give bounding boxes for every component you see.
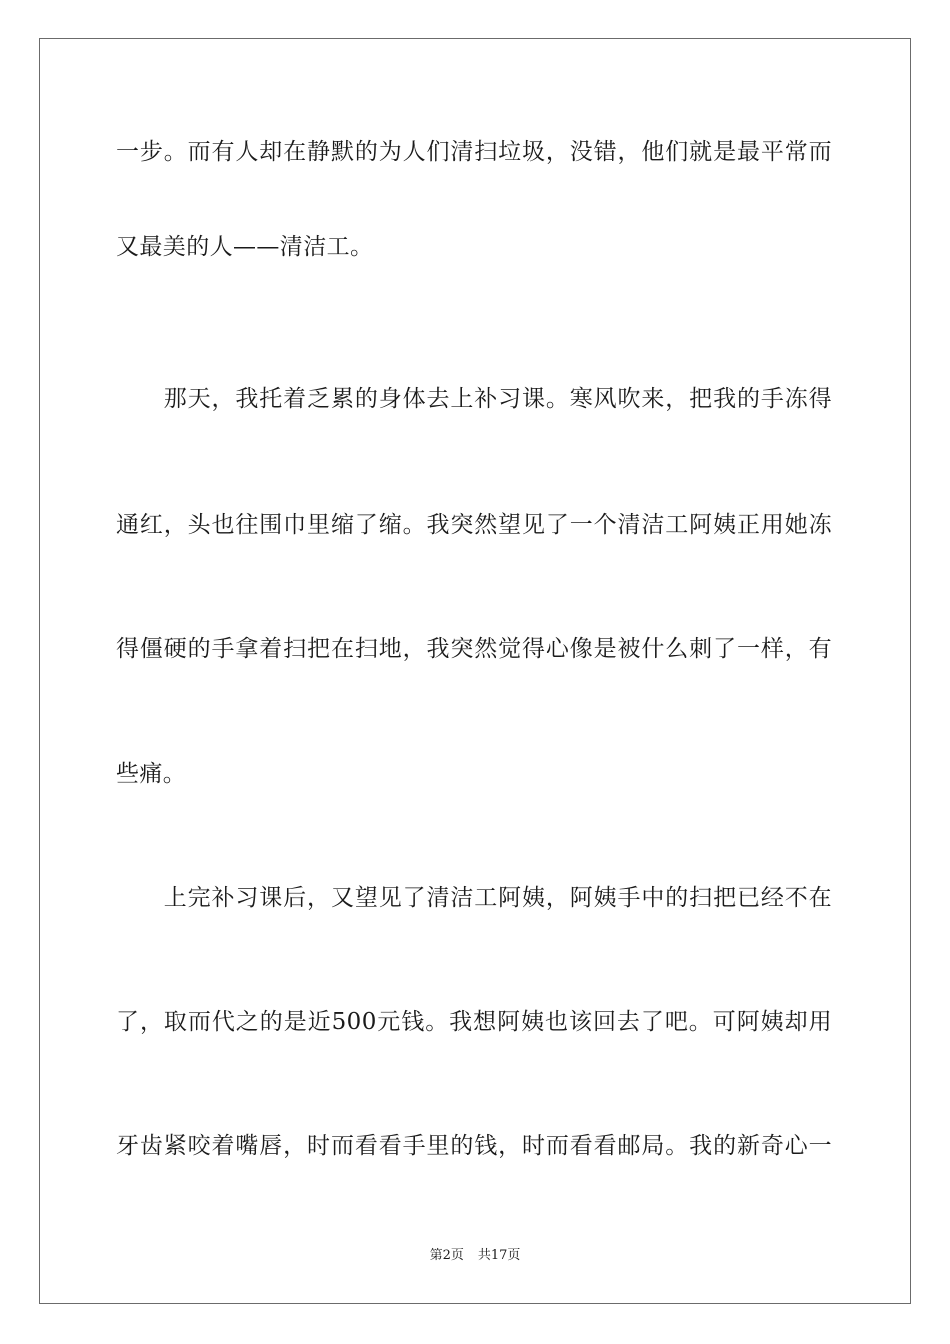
text-line: 上完补习课后，又望见了清洁工阿姨，阿姨手中的扫把已经不在 <box>116 885 832 911</box>
page-number: 第2页 <box>429 1248 464 1263</box>
page-total: 共17页 <box>477 1248 521 1263</box>
text-line: 又最美的人——清洁工。 <box>116 234 374 260</box>
page-footer <box>0 1244 950 1263</box>
text-line: 一步。而有人却在静默的为人们清扫垃圾，没错，他们就是最平常而 <box>116 139 832 165</box>
text-line: 了，取而代之的是近500元钱。我想阿姨也该回去了吧。可阿姨却用 <box>116 1009 832 1035</box>
page-border <box>39 38 911 1304</box>
text-line: 通红，头也往围巾里缩了缩。我突然望见了一个清洁工阿姨正用她冻 <box>116 512 832 538</box>
text-line: 那天，我托着乏累的身体去上补习课。寒风吹来，把我的手冻得 <box>116 386 832 412</box>
text-line: 牙齿紧咬着嘴唇，时而看看手里的钱，时而看看邮局。我的新奇心一 <box>116 1133 832 1159</box>
text-line: 得僵硬的手拿着扫把在扫地，我突然觉得心像是被什么刺了一样，有 <box>116 636 832 662</box>
text-line: 些痛。 <box>116 761 187 787</box>
